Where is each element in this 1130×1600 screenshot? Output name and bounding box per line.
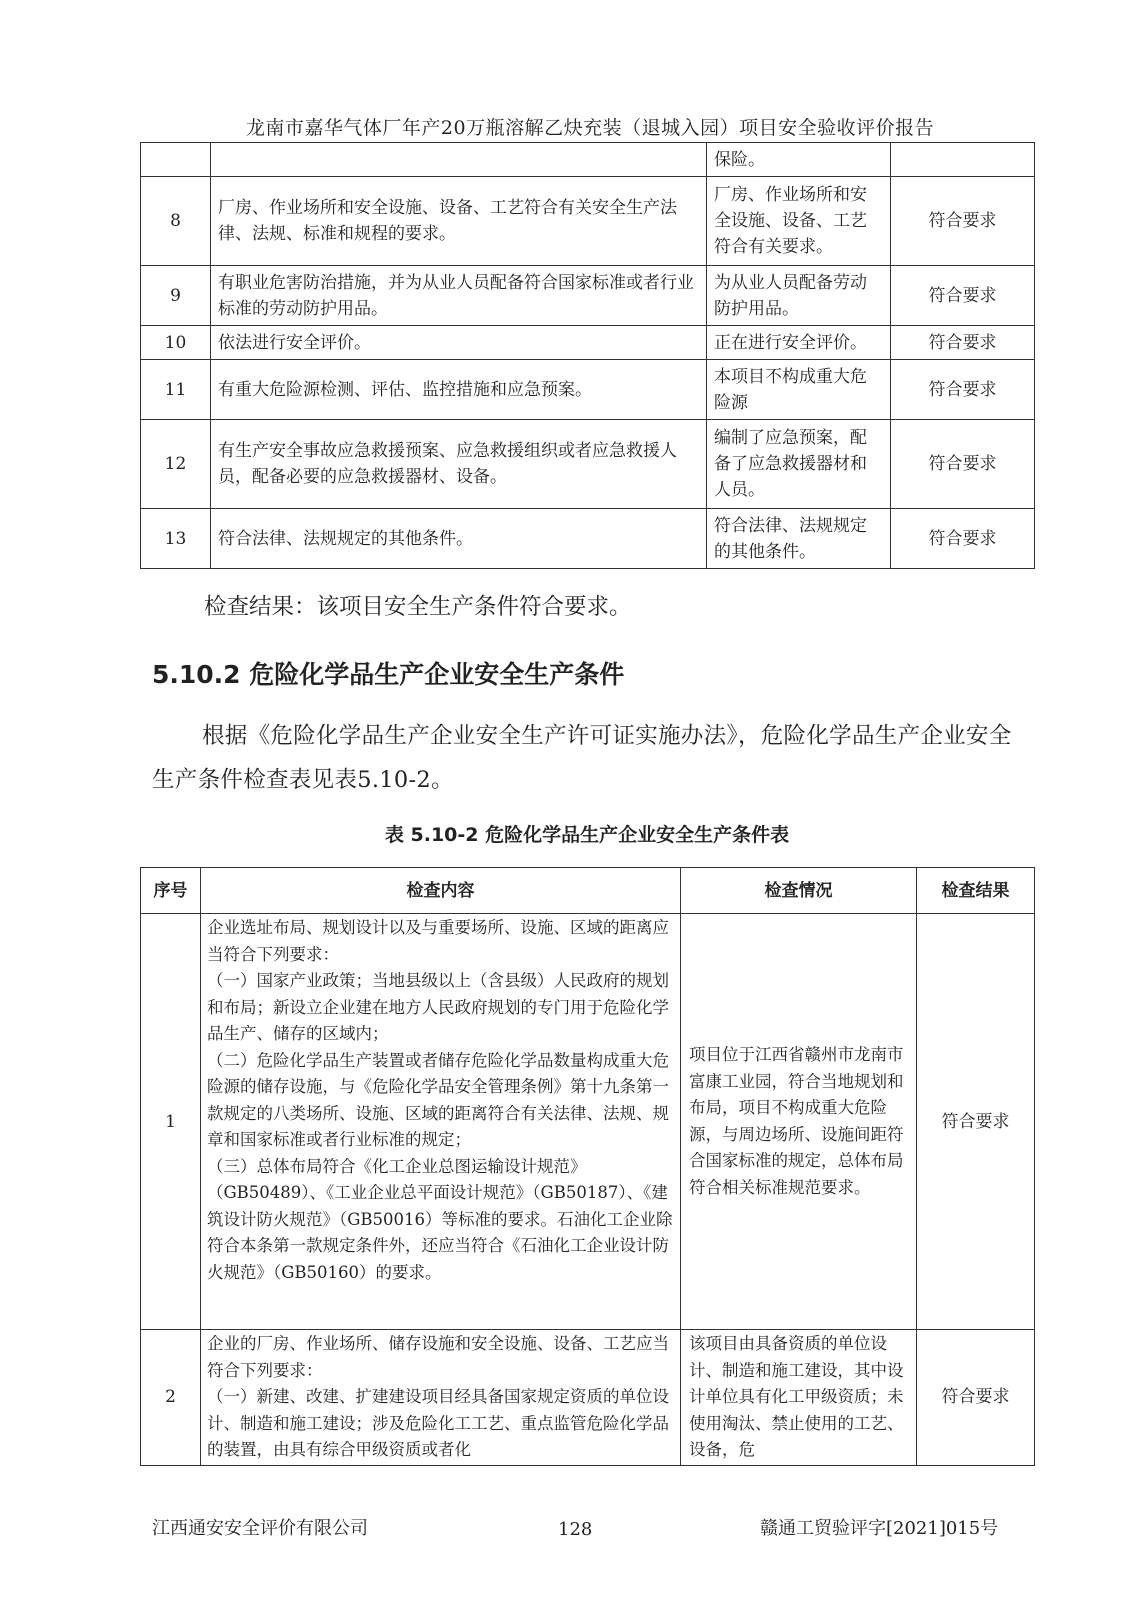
section-title: 5.10.2 危险化学品生产企业安全生产条件	[152, 660, 625, 689]
cell-situation: 厂房、作业场所和安全设施、设备、工艺符合有关要求。	[707, 177, 891, 266]
cell-no: 10	[141, 326, 211, 360]
cell-result: 符合要求	[891, 360, 1035, 420]
header-situation: 检查情况	[681, 868, 917, 914]
header-content: 检查内容	[201, 868, 681, 914]
cell-content: 有重大危险源检测、评估、监控措施和应急预案。	[211, 360, 707, 420]
cell-result: 符合要求	[891, 266, 1035, 326]
table-row	[141, 914, 1035, 1330]
cell-no: 12	[141, 420, 211, 509]
cell-content: 厂房、作业场所和安全设施、设备、工艺符合有关安全生产法律、法规、标准和规程的要求。	[211, 177, 707, 266]
cell-content: 企业选址布局、规划设计以及与重要场所、设施、区域的距离应当符合下列要求： （一）国家产业政策；当地县级以上（含县级）人民政府的规划和布局；新设立企业建在地方人民政府规划的专门用于危险化学品生产、储存的区域内； （二）危险化学品生产装置或者储存危险化学品数量构成重大危险源的储存设施，与《危险化学品安全管理条例》第十九条第一款规定的八类场所、设施、区域的距离符合有关法律、法规、规章和国家标准或者行业标准的规定； （三）总体布局符合《化工企业总图运输设计规范》（GB50489）、《工业企业总平面设计规范》（GB50187）、《建筑设计防火规范》（GB50016）等标准的要求。石油化工企业除符合本条第一款规定条件外，还应当符合《石油化工企业设计防火规范》（GB50160）的要求。	[201, 914, 681, 1330]
cell-situation: 正在进行安全评价。	[707, 326, 891, 360]
table-caption: 表 5.10-2 危险化学品生产企业安全生产条件表	[384, 824, 790, 846]
cell-result: 符合要求	[891, 509, 1035, 569]
page-header: 龙南市嘉华气体厂年产20万瓶溶解乙炔充装（退城入园）项目安全验收评价报告	[245, 117, 935, 139]
cell-situation: 为从业人员配备劳动防护用品。	[707, 266, 891, 326]
cell-content: 企业的厂房、作业场所、储存设施和安全设施、设备、工艺应当符合下列要求： （一）新建、改建、扩建建设项目经具备国家规定资质的单位设计、制造和施工建设；涉及危险化工工艺、重点监管危险化学品的装置，由具有综合甲级资质或者化	[201, 1330, 681, 1466]
cell-content: 有职业危害防治措施，并为从业人员配备符合国家标准或者行业标准的劳动防护用品。	[211, 266, 707, 326]
table-row	[141, 420, 1035, 509]
footer-page-number: 128	[558, 1519, 593, 1540]
cell-result: 符合要求	[917, 1330, 1035, 1466]
cell-content: 依法进行安全评价。	[211, 326, 707, 360]
header-result: 检查结果	[917, 868, 1035, 914]
cell-situation: 该项目由具备资质的单位设计、制造和施工建设，其中设计单位具有化工甲级资质；未使用淘汰、禁止使用的工艺、设备，危	[681, 1330, 917, 1466]
cell-content: 符合法律、法规规定的其他条件。	[211, 509, 707, 569]
cell-situation: 编制了应急预案，配备了应急救援器材和人员。	[707, 420, 891, 509]
cell-no: 2	[141, 1330, 201, 1466]
table-row	[141, 509, 1035, 569]
cell-no: 8	[141, 177, 211, 266]
hazchem-conditions-table	[140, 867, 1035, 1466]
cell-no: 1	[141, 914, 201, 1330]
intro-paragraph: 根据《危险化学品生产企业安全生产许可证实施办法》，危险化学品生产企业安全生产条件检查表见表5.10-2。	[152, 723, 1012, 793]
cell-result: 符合要求	[917, 914, 1035, 1330]
cell-result: 符合要求	[891, 326, 1035, 360]
cell-result	[891, 143, 1035, 177]
conditions-table-continued	[140, 142, 1035, 569]
cell-no: 9	[141, 266, 211, 326]
table-header-row	[141, 868, 1035, 914]
footer-company: 江西通安安全评价有限公司	[152, 1518, 368, 1539]
cell-result: 符合要求	[891, 177, 1035, 266]
footer-doc-number: 赣通工贸验评字[2021]015号	[760, 1518, 999, 1539]
table-row	[141, 326, 1035, 360]
cell-content	[211, 143, 707, 177]
table-row	[141, 360, 1035, 420]
cell-no: 11	[141, 360, 211, 420]
cell-situation: 项目位于江西省赣州市龙南市富康工业园，符合当地规划和布局，项目不构成重大危险源，与周边场所、设施间距符合国家标准的规定，总体布局符合相关标准规范要求。	[681, 914, 917, 1330]
table-row	[141, 266, 1035, 326]
cell-no	[141, 143, 211, 177]
table-row	[141, 143, 1035, 177]
cell-content: 有生产安全事故应急救援预案、应急救援组织或者应急救援人员，配备必要的应急救援器材、设备。	[211, 420, 707, 509]
cell-result: 符合要求	[891, 420, 1035, 509]
table-row	[141, 1330, 1035, 1466]
cell-situation: 保险。	[707, 143, 891, 177]
header-no: 序号	[141, 868, 201, 914]
check-result: 检查结果：该项目安全生产条件符合要求。	[204, 594, 632, 620]
table-row	[141, 177, 1035, 266]
cell-no: 13	[141, 509, 211, 569]
cell-situation: 符合法律、法规规定的其他条件。	[707, 509, 891, 569]
cell-situation: 本项目不构成重大危险源	[707, 360, 891, 420]
